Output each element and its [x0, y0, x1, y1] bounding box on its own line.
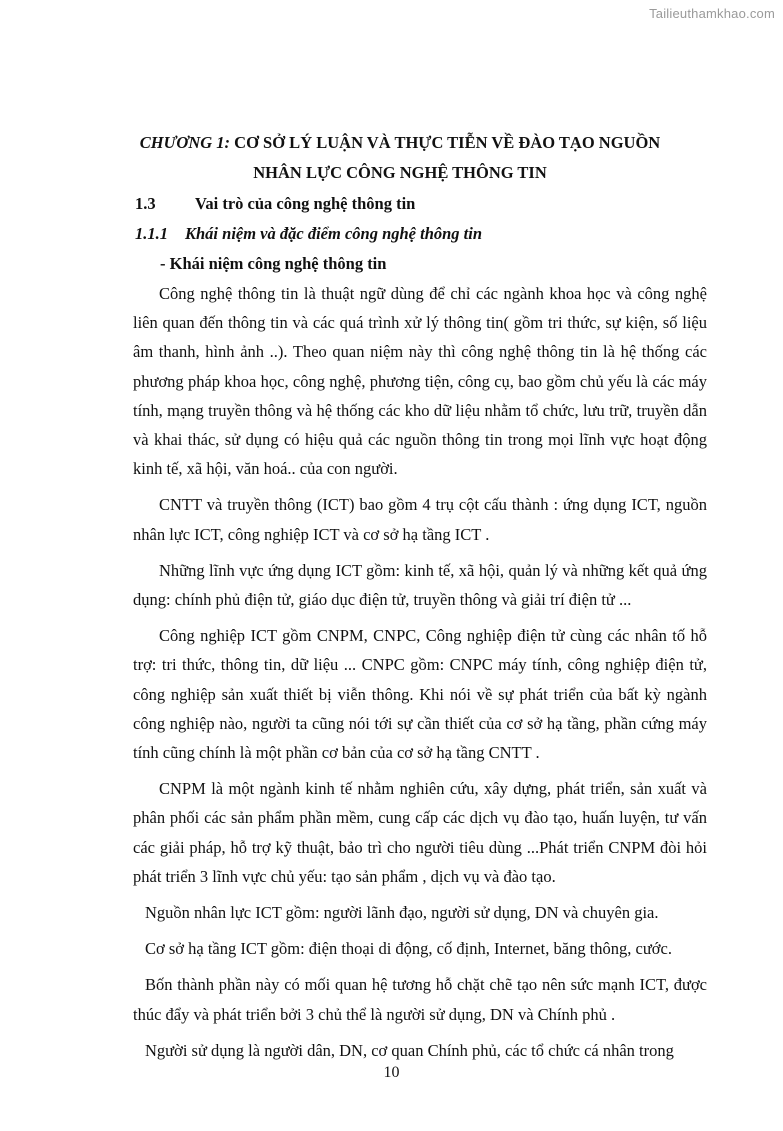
paragraph-8: Bốn thành phần này có mối quan hệ tương hỗ chặt chẽ tạo nên sức mạnh ICT, được thúc đẩy và phát triển bởi 3 chủ thể là người sử dụng, DN và Chính phủ .	[133, 975, 707, 1024]
section-number: 1.3	[135, 194, 156, 213]
paragraph-6: Nguồn nhân lực ICT gồm: người lãnh đạo, người sử dụng, DN và chuyên gia.	[145, 903, 659, 923]
page-number: 10	[383, 1064, 400, 1081]
section-heading	[135, 194, 415, 214]
subsection-number: 1.1.1	[135, 224, 168, 243]
subsection-title: Khái niệm và đặc điểm công nghệ thông tin	[185, 224, 483, 243]
watermark: Tailieuthamkhao.com	[649, 6, 775, 21]
paragraph-3: Những lĩnh vực ứng dụng ICT gồm: kinh tế, xã hội, quản lý và những kết quả ứng dụng: chính phủ điện tử, giáo dục điện tử, truyền thông và giải trí điện tử ...	[133, 560, 707, 610]
paragraph-7: Cơ sở hạ tầng ICT gồm: điện thoại di động, cố định, Internet, băng thông, cước.	[145, 939, 672, 959]
subsection-heading	[135, 224, 482, 244]
chapter-label: CHƯƠNG 1:	[139, 133, 231, 152]
paragraph-1: Công nghệ thông tin là thuật ngữ dùng để chỉ các ngành khoa học và công nghệ liên quan đến thông tin và các quá trình xử lý thông tin( gồm tri thức, sự kiện, số liệu âm thanh, hình ảnh ..). Theo quan niệm này thì công nghệ thông tin là hệ thống các phương pháp khoa học, công nghệ, phương tiện, công cụ, bao gồm chủ yếu là các máy tính, mạng truyền thông và hệ thống các kho dữ liệu nhằm tổ chức, lưu trữ, truyền dẫn và khai thác, sử dụng có hiệu quả các nguồn thông tin trong mọi lĩnh vực hoạt động kinh tế, xã hội, văn hoá.. của con người.	[133, 284, 707, 479]
chapter-title-text: CƠ SỞ LÝ LUẬN VÀ THỰC TIỄN VỀ ĐÀO TẠO NGUỒN	[234, 133, 661, 152]
paragraph-5: CNPM là một ngành kinh tế nhằm nghiên cứu, xây dựng, phát triển, sản xuất và phân phối các sản phẩm phần mềm, cung cấp các dịch vụ đào tạo, huấn luyện, tư vấn các giải pháp, hỗ trợ kỹ thuật, bảo trì cho người tiêu dùng ...Phát triển CNPM đòi hỏi phát triển 3 lĩnh vực chủ yếu: tạo sản phẩm , dịch vụ và đào tạo.	[133, 779, 707, 886]
paragraph-4: Công nghiệp ICT gồm CNPM, CNPC, Công nghiệp điện tử cùng các nhân tố hỗ trợ: tri thức, thông tin, dữ liệu ... CNPC gồm: CNPC máy tính, công nghiệp điện tử, công nghiệp sản xuất thiết bị viễn thông. Khi nói về sự phát triển của bất kỳ ngành công nghiệp nào, người ta cũng nói tới sự cần thiết của cơ sở hạ tầng, phần cứng máy tính cũng chính là một phần cơ bản của cơ sở hạ tầng CNTT .	[133, 626, 707, 763]
paragraph-2: CNTT và truyền thông (ICT) bao gồm 4 trụ cột cấu thành : ứng dụng ICT, nguồn nhân lực ICT, công nghiệp ICT và cơ sở hạ tầng ICT .	[133, 495, 707, 544]
body-text	[133, 279, 707, 1065]
bullet-heading: - Khái niệm công nghệ thông tin	[160, 254, 387, 273]
paragraph-9: Người sử dụng là người dân, DN, cơ quan Chính phủ, các tổ chức cá nhân trong	[145, 1040, 674, 1060]
chapter-title-line2: NHÂN LỰC CÔNG NGHỆ THÔNG TIN	[253, 163, 547, 182]
section-title: Vai trò của công nghệ thông tin	[195, 194, 416, 213]
chapter-title-line1	[110, 133, 690, 153]
